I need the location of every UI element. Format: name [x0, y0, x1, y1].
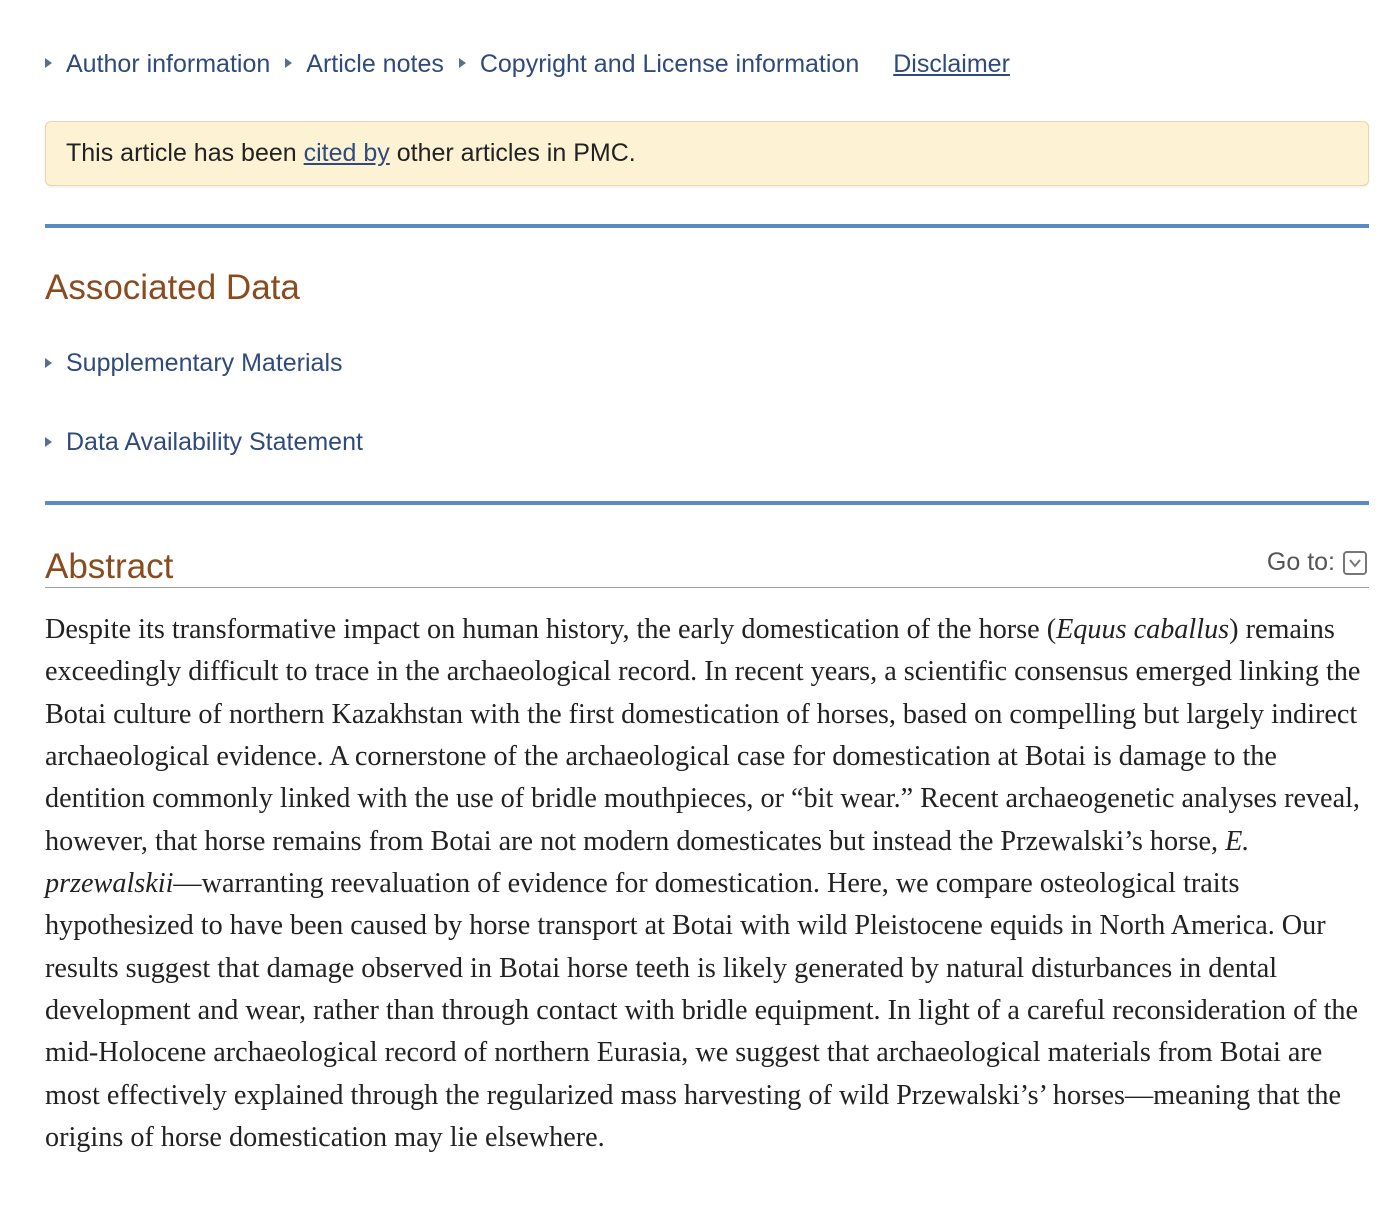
article-notes-toggle[interactable]: [285, 50, 444, 79]
section-divider: [45, 224, 1369, 228]
supplementary-materials-label: Supplementary Materials: [66, 349, 343, 377]
abstract-body: [45, 609, 1375, 1159]
goto-menu[interactable]: [1267, 548, 1367, 577]
abstract-title: Abstract: [45, 547, 174, 586]
cited-by-notice: [45, 121, 1369, 186]
section-divider: [45, 501, 1369, 505]
species-name: Equus caballus: [1056, 614, 1230, 645]
expand-triangle-icon: [285, 58, 292, 68]
cited-by-link[interactable]: cited by: [303, 139, 390, 167]
article-notes-label: Article notes: [306, 49, 444, 78]
expand-triangle-icon: [459, 58, 466, 68]
associated-data-title: Associated Data: [45, 268, 300, 307]
article-info-links: [45, 46, 1010, 82]
cited-notice-suffix: other articles in PMC.: [389, 139, 636, 167]
author-information-label: Author information: [66, 49, 271, 78]
chevron-down-icon: [1343, 551, 1367, 575]
expand-triangle-icon: [45, 58, 52, 68]
supplementary-materials-toggle[interactable]: [45, 349, 343, 378]
copyright-license-toggle[interactable]: [459, 50, 859, 79]
data-availability-toggle[interactable]: [45, 428, 363, 457]
expand-triangle-icon: [45, 358, 52, 368]
author-information-toggle[interactable]: [45, 50, 270, 79]
copyright-license-label: Copyright and License information: [479, 49, 860, 78]
expand-triangle-icon: [45, 437, 52, 447]
abstract-text-part: —warranting reevaluation of evidence for domestication. Here, we compare osteological traits hypothesized to have been caused by horse transport at Botai with wild Pleistocene equids in North America. Our results suggest that damage observed in Botai horse teeth is likely generated by natural disturbances in dental development and wear, rather than through contact with bridle equipment. In light of a careful reconsideration of the mid-Holocene archaeological record of northern Eurasia, we suggest that archaeological materials from Botai are most effectively explained through the regularized mass harvesting of wild Przewalski’s’ horses—meaning that the origins of horse domestication may lie elsewhere.: [45, 868, 1359, 1154]
abstract-text-part: ) remains exceedingly difficult to trace in the archaeological record. In recent years, a scientific consensus emerged linking the Botai culture of northern Kazakhstan with the first domestication of horses, based on compelling but largely indirect archaeological evidence. A cornerstone of the archaeological case for domestication at Botai is damage to the dentition commonly linked with the use of bridle mouthpieces, or “bit wear.” Recent archaeogenetic analyses reveal, however, that horse remains from Botai are not modern domesticates but instead the Przewalski’s horse,: [45, 614, 1361, 857]
data-availability-label: Data Availability Statement: [66, 428, 363, 456]
cited-notice-prefix: This article has been: [66, 139, 304, 167]
abstract-header: [45, 543, 1369, 588]
species-name: E. przewalskii: [45, 825, 1250, 900]
goto-label: Go to:: [1266, 548, 1335, 576]
disclaimer-link[interactable]: Disclaimer: [893, 49, 1010, 78]
abstract-text-part: Despite its transformative impact on human history, the early domestication of the horse (: [45, 614, 1057, 645]
